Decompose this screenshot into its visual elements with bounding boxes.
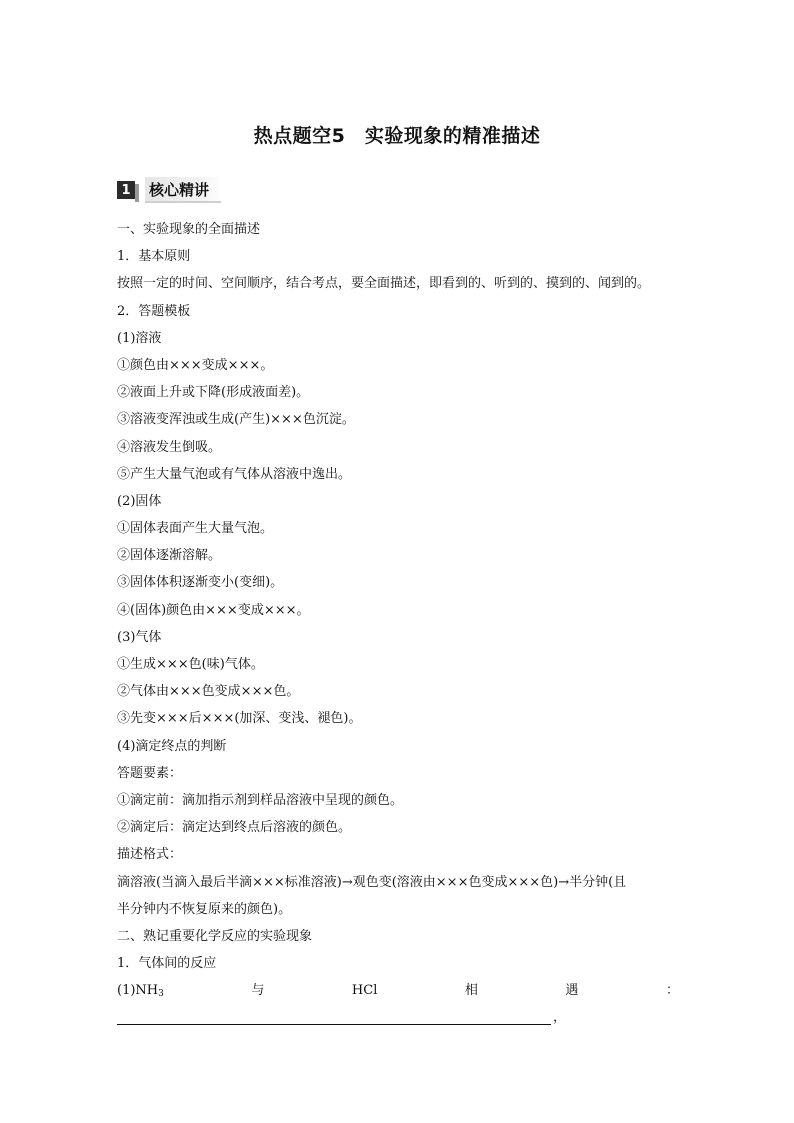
answer-blank[interactable]: [117, 1024, 551, 1025]
item-solid: (2)固体: [117, 493, 162, 509]
list-item: ①生成×××色(味)气体。: [117, 657, 264, 672]
question-word: ：: [665, 983, 679, 999]
list-item: ③先变×××后×××(加深、变浅、褪色)。: [117, 711, 362, 727]
list-item: ②滴定后：滴定达到终点后溶液的颜色。: [117, 820, 352, 836]
list-item: ③固体体积逐渐变小(变细)。: [117, 575, 284, 591]
paragraph-format-line-1: 滴溶液(当滴入最后半滴×××标准溶液)→观色变(溶液由×××色变成×××色)→半分钟(且: [117, 874, 627, 890]
list-item: ④溶液发生倒吸。: [117, 439, 222, 455]
label-answer-elements: 答题要素：: [117, 765, 183, 781]
page-title: 热点题空5 实验现象的精准描述: [253, 125, 541, 147]
list-item: ②气体由×××色变成×××色。: [117, 684, 300, 700]
answer-blank-comma: ，: [553, 1010, 567, 1026]
section-number-badge: 1: [117, 181, 135, 199]
list-item: ①滴定前：滴加指示剂到样品溶液中呈现的颜色。: [117, 792, 404, 808]
question-prefix: $(1)NH_3$: [117, 983, 164, 1000]
list-item: ②固体逐渐溶解。: [117, 548, 222, 564]
label-description-format: 描述格式：: [117, 847, 183, 863]
item-solution: (1)溶液: [117, 330, 162, 346]
section-label: 核心精讲: [145, 177, 221, 203]
question-word: 遇: [565, 983, 579, 999]
heading-full-description: 一、实验现象的全面描述: [117, 222, 261, 237]
list-item: ②液面上升或下降(形成液面差)。: [117, 385, 310, 401]
question-nh3-hcl: [117, 977, 679, 1004]
document-body: [117, 216, 679, 1032]
list-item: ①固体表面产生大量气泡。: [117, 521, 274, 537]
section-header: [117, 178, 221, 202]
question-word: 相: [464, 983, 478, 999]
heading-reaction-phenomena: 二、熟记重要化学反应的实验现象: [117, 928, 313, 944]
item-gas: (3)气体: [117, 629, 162, 645]
question-word: 与: [251, 983, 265, 999]
question-word: HCl: [351, 983, 378, 999]
list-item: ①颜色由×××变成×××。: [117, 357, 274, 373]
item-titration-endpoint: (4)滴定终点的判断: [117, 738, 227, 754]
subheading-basic-principle: 1．基本原则: [117, 249, 191, 265]
paragraph-principle: 按照一定的时间、空间顺序，结合考点，要全面描述，即看到的、听到的、摸到的、闻到的。: [117, 276, 651, 292]
answer-blank-row: [117, 1004, 679, 1031]
paragraph-format-line-2: 半分钟内不恢复原来的颜色)。: [117, 901, 292, 917]
subheading-answer-template: 2．答题模板: [117, 303, 191, 319]
list-item: ③溶液变浑浊或生成(产生)×××色沉淀。: [117, 412, 355, 428]
subheading-gas-reactions: 1．气体间的反应: [117, 956, 217, 972]
list-item: ⑤产生大量气泡或有气体从溶液中逸出。: [117, 466, 352, 482]
list-item: ④(固体)颜色由×××变成×××。: [117, 602, 310, 618]
